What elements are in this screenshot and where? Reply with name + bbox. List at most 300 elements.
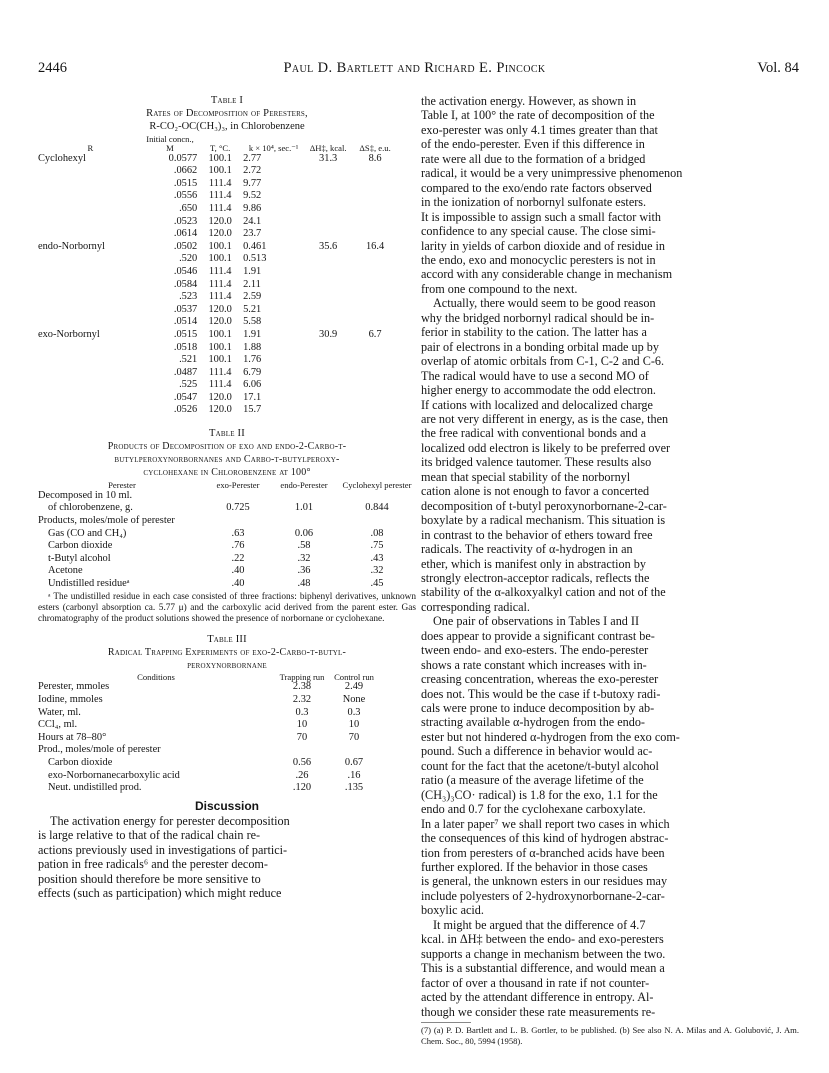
table-cell: 31.3 xyxy=(319,152,338,164)
table-row xyxy=(38,178,398,191)
table-cell: .0526 xyxy=(173,404,198,416)
volume-label: Vol. 84 xyxy=(757,60,799,76)
text-line: The activation energy for perester decomposition xyxy=(50,813,290,828)
table-cell: .0546 xyxy=(173,265,198,277)
table-3-title-line-2: peroxynorbornane xyxy=(187,659,267,671)
table-cell xyxy=(304,379,352,392)
table-cell xyxy=(304,342,352,355)
text-line: does not. This would be the case if t-butoxy radi- xyxy=(421,686,661,701)
table-row xyxy=(38,165,398,178)
table-row xyxy=(38,266,398,279)
text-line: though we consider these rate measurements re- xyxy=(421,1004,656,1019)
text-line: acted by the attendant difference in entropy. Al- xyxy=(421,990,654,1005)
table-cell: Cyclohexyl xyxy=(38,152,86,164)
text-line: localized odd electron is likely to be preferred over xyxy=(421,440,671,455)
table-cell: 16.4 xyxy=(365,240,385,252)
table-cell: CCl₄, ml. xyxy=(38,719,78,731)
table-cell: 2.32 xyxy=(292,694,312,705)
text-line: mean that special stability of the norbornyl xyxy=(421,469,631,484)
table-row xyxy=(38,490,416,503)
text-line: count for the fact that the acetone/t-butyl alcohol xyxy=(421,758,659,773)
text-line: cals were prone to induce decomposition by ab- xyxy=(421,701,655,716)
column-header: R xyxy=(87,142,94,153)
text-line: the consequences of this kind of hydrogen abstrac- xyxy=(421,831,669,846)
table-3-grid xyxy=(38,673,378,795)
table-cell: .0514 xyxy=(173,316,198,328)
table-row xyxy=(38,354,398,367)
table-row xyxy=(38,502,416,515)
table-cell: 24.1 xyxy=(243,215,262,227)
text-line: This is a substantial difference, and would mean a xyxy=(421,961,665,976)
table-row xyxy=(38,540,416,553)
table-row xyxy=(38,707,378,720)
text-line: the free radical with conventional bonds and a xyxy=(421,426,647,441)
text-line: confidence to any special cause. The close simi- xyxy=(421,224,656,239)
table-row xyxy=(38,190,398,203)
table-cell: 111.4 xyxy=(208,177,232,189)
table-cell: Carbon dioxide xyxy=(48,756,113,768)
text-line: factor of over a thousand in rate if not counter- xyxy=(421,975,650,990)
text-line: pair of electrons in a bonding orbital made up by xyxy=(421,339,659,354)
table-row xyxy=(38,404,398,417)
table-cell: 35.6 xyxy=(319,240,338,252)
text-line: in contrast to the behavior of ethers toward free xyxy=(421,527,653,542)
text-line: from one compound to the next. xyxy=(421,281,578,296)
table-cell: 70 xyxy=(296,731,308,743)
table-cell xyxy=(352,216,398,229)
table-cell xyxy=(304,404,352,417)
table-row xyxy=(38,291,398,304)
table-cell: 1.01 xyxy=(294,502,314,514)
table-2-title: Products of Decomposition of exo and endo-2-Carbo-t- xyxy=(107,441,347,453)
table-cell xyxy=(38,190,143,203)
table-1 xyxy=(38,94,416,417)
table-cell: Gas (CO and CH₄) xyxy=(48,527,127,539)
table-cell: .63 xyxy=(231,527,245,539)
table-cell: .650 xyxy=(179,202,198,214)
table-cell: 2.38 xyxy=(292,681,312,693)
table-cell xyxy=(352,165,398,178)
table-row xyxy=(38,342,398,355)
table-row xyxy=(38,694,378,707)
table-cell: 100.1 xyxy=(208,240,232,252)
text-line: effects (such as participation) which might reduce xyxy=(38,886,282,901)
table-cell xyxy=(304,190,352,203)
text-line: compared to the exo/endo rate factors observed xyxy=(421,180,652,195)
table-row xyxy=(38,770,378,783)
table-cell: 2.11 xyxy=(243,278,261,290)
text-line: is large relative to that of the radical chain re- xyxy=(38,828,261,843)
table-2-grid xyxy=(38,481,416,591)
table-cell: .16 xyxy=(347,769,361,781)
table-cell: .0662 xyxy=(173,165,198,177)
table-cell: .76 xyxy=(231,540,245,552)
table-cell: 100.1 xyxy=(208,165,232,177)
table-cell xyxy=(338,490,416,503)
table-row xyxy=(38,782,378,795)
text-line: It is impossible to assign such a small factor with xyxy=(421,209,661,224)
table-row xyxy=(38,744,378,757)
table-cell: 9.77 xyxy=(243,177,262,189)
table-cell: .22 xyxy=(231,552,245,564)
table-cell xyxy=(304,216,352,229)
table-row xyxy=(38,565,416,578)
table-cell: 23.7 xyxy=(243,228,262,240)
table-2-label: Table II xyxy=(209,428,245,440)
text-line: decomposition of t-butyl peroxynorbornane-2-car- xyxy=(421,498,667,513)
table-cell xyxy=(270,490,338,503)
table-cell: 100.1 xyxy=(208,328,232,340)
column-header: exo-Perester xyxy=(216,480,260,491)
text-line: in the ionization of norbornyl sulfonate esters. xyxy=(421,195,647,210)
table-row xyxy=(38,203,398,216)
table-cell: 5.21 xyxy=(243,303,262,315)
table-row xyxy=(38,316,398,329)
table-cell: .08 xyxy=(370,527,384,539)
table-cell: of chlorobenzene, g. xyxy=(48,502,133,514)
table-cell xyxy=(38,342,143,355)
column-header: Perester xyxy=(108,480,136,491)
table-row xyxy=(38,253,398,266)
table-cell: 17.1 xyxy=(243,391,262,403)
table-row xyxy=(38,279,398,292)
table-cell: endo-Norbornyl xyxy=(38,240,105,252)
table-cell: 10 xyxy=(296,719,308,731)
text-line: stracting available α-hydrogen from the endo- xyxy=(421,715,645,730)
text-line: does appear to provide a significant contrast be- xyxy=(421,628,655,643)
table-cell: Prod., moles/mole of perester xyxy=(38,744,161,756)
table-cell xyxy=(352,279,398,292)
table-cell: Perester, mmoles xyxy=(38,681,110,693)
table-cell xyxy=(352,253,398,266)
text-line: tion from peresters of α-branched acids have been xyxy=(421,845,665,860)
table-cell xyxy=(352,228,398,241)
table-cell xyxy=(38,291,143,304)
text-line: endo and 0.7 for the cyclohexane carboxylate. xyxy=(421,802,646,817)
table-cell: .523 xyxy=(179,291,198,303)
table-cell: 0.06 xyxy=(294,527,314,539)
table-row xyxy=(38,553,416,566)
table-cell xyxy=(352,190,398,203)
table-cell: 0.67 xyxy=(344,756,364,768)
table-cell xyxy=(38,203,143,216)
table-cell xyxy=(38,379,143,392)
table-cell xyxy=(38,216,143,229)
table-row xyxy=(38,216,398,229)
table-cell: .520 xyxy=(179,253,198,265)
table-cell xyxy=(38,279,143,292)
table-cell xyxy=(352,392,398,405)
table-cell: 9.86 xyxy=(243,202,262,214)
text-line: higher energy to accommodate the odd electron. xyxy=(421,383,656,398)
table-row xyxy=(38,719,378,732)
text-line: ferior in stability to the cation. The latter has a xyxy=(421,325,647,340)
table-cell xyxy=(352,342,398,355)
table-cell xyxy=(38,253,143,266)
table-cell: .58 xyxy=(297,540,311,552)
text-line: strongly electron-acceptor radicals, reflects the xyxy=(421,570,650,585)
table-cell xyxy=(206,490,270,503)
text-line: cation alone is not enough to favor a concerted xyxy=(421,484,650,499)
table-2-title-line-3: cyclohexane in Chlorobenzene at 100° xyxy=(143,467,311,479)
table-cell: .135 xyxy=(344,782,364,794)
table-cell: .26 xyxy=(295,769,309,781)
text-line: its bridged valence tautomer. These results also xyxy=(421,455,652,470)
table-cell: .521 xyxy=(179,354,198,366)
text-line: include polyesters of 2-hydroxynorbornane-2-car- xyxy=(421,888,665,903)
table-cell xyxy=(352,379,398,392)
table-cell: .0515 xyxy=(173,177,198,189)
text-line: The radical would have to use a second MO of xyxy=(421,368,649,383)
text-line: are not very different in energy, as is the case, then xyxy=(421,411,669,426)
table-cell: .36 xyxy=(297,565,311,577)
text-line: radical, it would be a very unimpressive phenomenon xyxy=(421,166,683,181)
table-row xyxy=(38,757,378,770)
table-cell: 120.0 xyxy=(208,391,232,403)
table-1-label: Table I xyxy=(210,95,244,106)
text-line: ether, which is manifest only in abstraction by xyxy=(421,556,646,571)
table-cell: Undistilled residueᵃ xyxy=(48,578,130,590)
text-line: pation in free radicals⁶ and the perester decom- xyxy=(38,857,268,872)
reference-7: (7) (a) P. D. Bartlett and L. B. Gortler, to be published. (b) See also N. A. Milas and A. Golubović, J. Am. Chem. Soc., 80, 5994 (1958). xyxy=(421,1025,799,1046)
table-cell: 111.4 xyxy=(208,202,232,214)
table-cell: Neut. undistilled prod. xyxy=(48,782,142,794)
table-cell: exo-Norbornanecarboxylic acid xyxy=(48,769,180,781)
column-header: T, °C. xyxy=(210,142,231,153)
table-cell: Iodine, mmoles xyxy=(38,694,103,705)
table-cell: 1.91 xyxy=(243,265,262,277)
body-text xyxy=(421,94,799,1019)
text-line: Table I, at 100° the rate of decomposition of the xyxy=(421,108,655,123)
table-cell: None xyxy=(342,694,366,705)
table-cell: 120.0 xyxy=(208,228,232,240)
table-cell xyxy=(304,253,352,266)
table-cell xyxy=(270,515,338,528)
table-cell xyxy=(304,178,352,191)
text-line: rate were all due to the formation of a bridged xyxy=(421,151,646,166)
table-cell: .0515 xyxy=(173,328,198,340)
table-cell: Acetone xyxy=(48,565,83,577)
text-line: position should therefore be more sensitive to xyxy=(38,871,261,886)
table-cell: Carbon dioxide xyxy=(48,540,113,552)
table-cell: .45 xyxy=(370,578,384,590)
table-cell: 30.9 xyxy=(319,328,338,340)
table-cell: 10 xyxy=(348,719,360,731)
column-header: Cyclohexyl perester xyxy=(342,480,412,491)
table-cell: 111.4 xyxy=(208,190,232,202)
table-cell xyxy=(38,178,143,191)
table-cell: 120.0 xyxy=(208,316,232,328)
table-cell xyxy=(304,354,352,367)
table-cell xyxy=(352,404,398,417)
table-cell: 6.06 xyxy=(243,379,262,391)
table-cell: 2.59 xyxy=(243,291,262,303)
table-cell xyxy=(352,316,398,329)
table-cell: 0.725 xyxy=(226,502,250,514)
table-row xyxy=(38,379,398,392)
table-cell xyxy=(352,304,398,317)
text-line: accord with any considerable change in mechanism xyxy=(421,267,673,282)
table-cell: 8.6 xyxy=(368,152,382,164)
table-cell: 111.4 xyxy=(208,379,232,391)
table-cell: .32 xyxy=(370,565,384,577)
table-row xyxy=(38,681,378,694)
table-cell xyxy=(304,367,352,380)
text-line: ratio (a measure of the average lifetime of the xyxy=(421,773,644,788)
table-cell: 1.91 xyxy=(243,328,262,340)
table-1-subtitle: R-CO₂-OC(CH₃)₃, in Chlorobenzene xyxy=(149,121,305,132)
table-cell xyxy=(38,316,143,329)
table-cell xyxy=(206,515,270,528)
table-cell: .0487 xyxy=(173,366,198,378)
table-2-footnote: ᵃ The undistilled residue in each case consisted of three fractions: biphenyl derivatives, unknown esters (carbonyl absorption ca. 5.77 μ) and the carboxylic acid derived from the parent ester. Gas chromatography of the product solutions showed the presence of norbornane or cyclohexane. xyxy=(38,591,416,624)
table-cell xyxy=(304,228,352,241)
table-cell: 0.461 xyxy=(243,240,267,252)
text-line: pound. Such a difference in behavior would ac- xyxy=(421,744,653,759)
table-cell xyxy=(352,367,398,380)
table-cell xyxy=(352,354,398,367)
column-header: Conditions xyxy=(137,671,175,682)
text-line: It might be argued that the difference of 4.7 xyxy=(433,917,646,932)
table-cell: .0556 xyxy=(173,190,198,202)
table-cell: Water, ml. xyxy=(38,706,81,718)
table-3-title: Radical Trapping Experiments of exo-2-Carbo-t-butyl- xyxy=(107,646,347,658)
table-cell: .40 xyxy=(231,565,245,577)
table-row xyxy=(38,241,398,254)
right-column xyxy=(421,94,799,1046)
table-cell: 100.1 xyxy=(208,152,232,164)
text-line: (CH₃)₃CO· radical) is 1.8 for the exo, 1.1 for the xyxy=(421,787,658,802)
table-2 xyxy=(38,427,416,625)
table-3-label: Table III xyxy=(207,633,247,645)
table-cell: .120 xyxy=(292,782,312,794)
text-line: ester but not hindered α-hydrogen from the exo com- xyxy=(421,729,680,744)
table-cell: .0518 xyxy=(173,341,198,353)
table-cell: .75 xyxy=(370,540,384,552)
table-cell: 1.76 xyxy=(243,354,262,366)
table-cell xyxy=(304,304,352,317)
text-line: of the endo-perester. Even if this difference in xyxy=(421,137,645,152)
text-line: corresponding radical. xyxy=(421,599,530,614)
table-row xyxy=(38,528,416,541)
running-head-authors: Paul D. Bartlett and Richard E. Pincock xyxy=(283,60,546,76)
table-cell: Decomposed in 10 ml. xyxy=(38,489,133,501)
page-number: 2446 xyxy=(38,60,67,76)
text-line: One pair of observations in Tables I and II xyxy=(433,614,640,629)
table-row xyxy=(38,153,398,166)
table-cell: .0584 xyxy=(173,278,198,290)
text-line: the endo, exo and monocyclic peresters is not in xyxy=(421,252,656,267)
text-line: boxylic acid. xyxy=(421,903,484,918)
table-cell: 70 xyxy=(348,731,360,743)
table-cell: 2.77 xyxy=(243,152,262,164)
table-cell xyxy=(304,266,352,279)
text-line: In a later paper⁷ we shall report two cases in which xyxy=(421,816,670,831)
table-cell: 2.49 xyxy=(344,681,364,693)
text-line: the activation energy. However, as shown in xyxy=(421,94,637,108)
column-header: Control run xyxy=(334,671,374,682)
footnote-divider xyxy=(421,1022,471,1023)
table-cell: 120.0 xyxy=(208,303,232,315)
table-cell: .525 xyxy=(179,379,198,391)
table-cell xyxy=(304,316,352,329)
table-cell: 111.4 xyxy=(208,366,232,378)
table-1-title: Rates of Decomposition of Peresters, xyxy=(146,108,308,119)
section-heading: Discussion xyxy=(194,798,260,813)
table-cell: 111.4 xyxy=(208,291,232,303)
table-cell: 6.7 xyxy=(368,328,382,340)
table-cell: 0.3 xyxy=(347,706,361,718)
table-row xyxy=(38,392,398,405)
table-cell xyxy=(304,392,352,405)
text-line: tween endo- and exo-esters. The endo-perester xyxy=(421,643,649,658)
table-cell xyxy=(38,354,143,367)
table-cell: .48 xyxy=(297,578,311,590)
table-cell xyxy=(38,165,143,178)
text-line: actions previously used in investigations of partici- xyxy=(38,842,288,857)
table-cell: 0.56 xyxy=(292,756,312,768)
table-cell xyxy=(304,291,352,304)
table-cell: 100.1 xyxy=(208,341,232,353)
table-cell: .40 xyxy=(231,578,245,590)
table-cell xyxy=(304,279,352,292)
text-line: stability of the α-alkoxyalkyl cation and not of the xyxy=(421,585,666,600)
table-cell: .0537 xyxy=(173,303,198,315)
text-line: If cations with localized and delocalized charge xyxy=(421,397,653,412)
table-cell xyxy=(38,304,143,317)
table-cell: 0.844 xyxy=(365,502,389,514)
table-cell: 120.0 xyxy=(208,215,232,227)
text-line: further explored. If the behavior in those cases xyxy=(421,860,648,875)
table-cell: .0523 xyxy=(173,215,198,227)
table-row xyxy=(38,578,416,591)
text-line: larity in yields of carbon dioxide and of residue in xyxy=(421,238,666,253)
table-3 xyxy=(38,633,416,795)
table-row xyxy=(38,367,398,380)
table-cell xyxy=(38,228,143,241)
table-cell xyxy=(304,203,352,216)
column-header: endo-Perester xyxy=(280,480,328,491)
table-cell: 9.52 xyxy=(243,190,262,202)
text-line: kcal. in ΔH‡ between the endo- and exo-peresters xyxy=(421,932,664,947)
table-cell: t-Butyl alcohol xyxy=(48,552,111,564)
table-2-title-line-2: butylperoxynorbornanes and Carbo-t-butylperoxy- xyxy=(114,454,340,466)
table-cell xyxy=(38,404,143,417)
table-cell xyxy=(38,367,143,380)
table-cell: 100.1 xyxy=(208,354,232,366)
table-cell: 6.79 xyxy=(243,366,262,378)
table-cell: 111.4 xyxy=(208,278,232,290)
table-cell xyxy=(352,178,398,191)
column-header: k × 10⁴, sec.⁻¹ xyxy=(248,142,299,153)
table-cell: .0614 xyxy=(173,228,198,240)
table-cell: 100.1 xyxy=(208,253,232,265)
text-line: exo-perester was only 4.1 times greater than that xyxy=(421,122,658,137)
table-row xyxy=(38,732,378,745)
column-header: ΔH‡, kcal. xyxy=(309,142,347,153)
text-line: creasing concentration, whereas the exo-perester xyxy=(421,672,659,687)
table-cell xyxy=(352,291,398,304)
table-cell: Products, moles/mole of perester xyxy=(38,515,175,527)
column-header: ΔS‡, e.u. xyxy=(359,142,391,153)
table-cell: .32 xyxy=(297,552,311,564)
table-cell: exo-Norbornyl xyxy=(38,328,100,340)
discussion-text xyxy=(38,814,416,901)
table-cell: Hours at 78–80° xyxy=(38,731,107,743)
table-cell xyxy=(352,266,398,279)
table-cell xyxy=(38,266,143,279)
text-line: why the bridged norbornyl radical should be in- xyxy=(421,310,655,325)
